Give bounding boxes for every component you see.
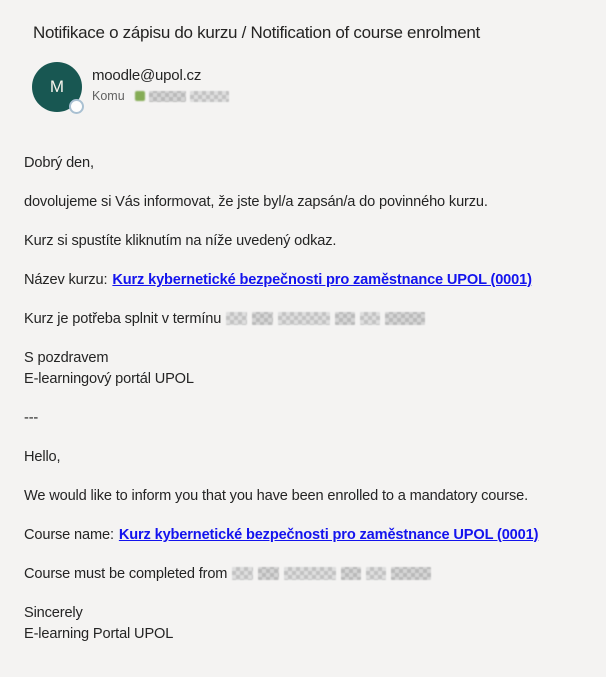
presence-available-icon [135,91,145,101]
greeting-en: Hello, [24,449,61,465]
sender-email-address[interactable]: moodle@upol.cz [92,67,202,84]
intro-paragraph-en: We would like to inform you that you have been enrolled to a mandatory course. [24,488,528,504]
greeting-cs: Dobrý den, [24,155,94,171]
course-label-en: Course name: [24,527,114,543]
email-body [24,153,586,645]
instruction-paragraph-cs: Kurz si spustíte kliknutím na níže uvedený odkaz. [24,233,337,249]
signature-cs [24,348,586,390]
email-subject: Notifikace o zápisu do kurzu / Notification of course enrolment [33,23,480,42]
deadline-line-en [24,564,586,585]
course-label-cs: Název kurzu: [24,272,108,288]
recipient-line [92,89,229,103]
redacted-date-range [221,311,425,327]
avatar-initial: M [49,76,65,96]
redacted-recipient-name [190,91,229,102]
presence-status-icon [69,99,84,114]
signoff-en-line2: E-learning Portal UPOL [24,626,174,642]
sender-avatar[interactable] [32,62,82,112]
signature-en [24,603,586,645]
deadline-line-cs [24,309,586,330]
intro-paragraph-cs: dovolujeme si Vás informovat, že jste byl/a zapsán/a do povinného kurzu. [24,194,488,210]
redacted-date-range [227,566,431,582]
redacted-recipient-name [149,91,186,102]
deadline-prefix-en: Course must be completed from [24,566,228,582]
course-link-cs[interactable]: Kurz kybernetické bezpečnosti pro zaměstnance UPOL (0001) [112,272,532,288]
course-line-en [24,525,586,546]
sender-header [32,62,586,112]
course-line-cs [24,270,586,291]
sender-info [92,62,229,103]
to-label: Komu [92,89,125,103]
signoff-cs-line2: E-learningový portál UPOL [24,371,194,387]
signoff-en-line1: Sincerely [24,605,83,621]
signoff-cs-line1: S pozdravem [24,350,109,366]
course-link-en[interactable]: Kurz kybernetické bezpečnosti pro zaměstnance UPOL (0001) [118,527,539,543]
language-separator: --- [24,410,39,426]
recipient-chip[interactable] [125,91,229,102]
deadline-prefix-cs: Kurz je potřeba splnit v termínu [24,311,222,327]
